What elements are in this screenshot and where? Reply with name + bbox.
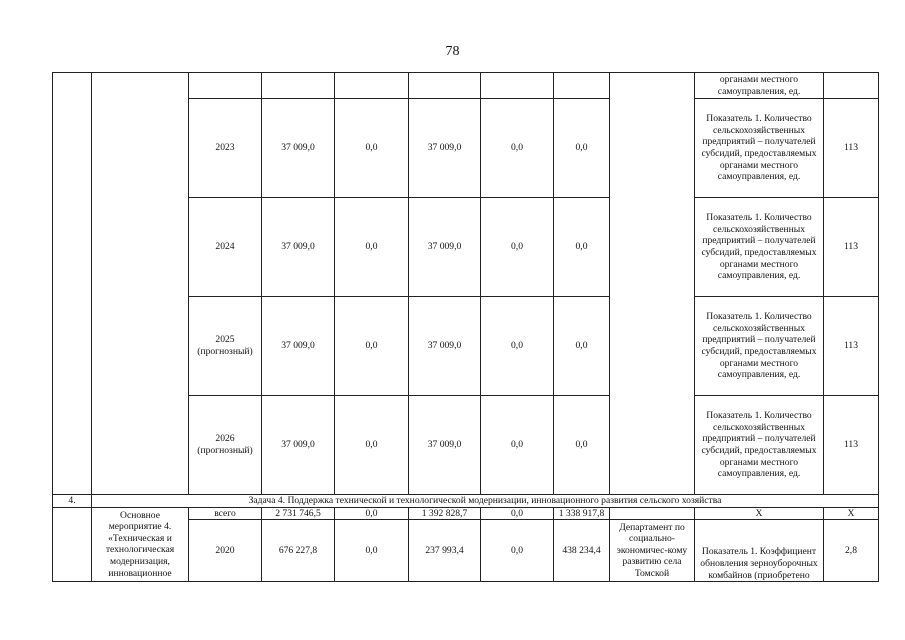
regional-cell: 37 009,0 <box>409 198 481 297</box>
federal-cell: 0,0 <box>335 396 409 495</box>
task-title-cell: Задача 4. Поддержка технической и технологической модернизации, инновационного развития сельского хозяйства <box>92 495 879 508</box>
other-cell: 0,0 <box>554 99 610 198</box>
regional-cell: 37 009,0 <box>409 99 481 198</box>
regional-cell: 37 009,0 <box>409 396 481 495</box>
federal-cell: 0,0 <box>335 297 409 396</box>
page-number: 78 <box>445 44 460 59</box>
measure-name-cell: Основное мероприятие 4. «Техническая и технологическая модернизация, инновационное <box>92 507 189 582</box>
regional-cell: 37 009,0 <box>409 297 481 396</box>
department-cell <box>610 73 695 495</box>
total-cell: 37 009,0 <box>262 297 335 396</box>
measure-name-cell <box>92 73 189 495</box>
total-cell: 2 731 746,5 <box>262 507 335 520</box>
year-cell: 2024 <box>189 198 262 297</box>
indicator-value-cell: 2,8 <box>824 520 879 582</box>
indicator-cell: Показатель 1. Коэффициент обновления зерноуборочных комбайнов (приобретено <box>695 520 824 582</box>
federal-cell: 0,0 <box>335 198 409 297</box>
row-number-cell <box>53 73 92 495</box>
task-row <box>53 495 879 508</box>
total-cell: 37 009,0 <box>262 198 335 297</box>
indicator-cell: Показатель 1. Количество сельскохозяйственных предприятий – получателей субсидий, предоставляемых органами местного самоуправления, ед. <box>695 396 824 495</box>
local-cell: 0,0 <box>481 507 554 520</box>
local-cell: 0,0 <box>481 520 554 582</box>
other-cell: 438 234,4 <box>554 520 610 582</box>
federal-cell: 0,0 <box>335 99 409 198</box>
local-cell: 0,0 <box>481 99 554 198</box>
indicator-continuation: органами местного самоуправления, ед. <box>695 73 824 99</box>
local-cell: 0,0 <box>481 396 554 495</box>
year-cell: 2020 <box>189 520 262 582</box>
other-cell: 1 338 917,8 <box>554 507 610 520</box>
indicator-value-cell: 113 <box>824 99 879 198</box>
local-cell: 0,0 <box>481 198 554 297</box>
department-cell <box>610 507 695 520</box>
indicator-value-cell: 113 <box>824 297 879 396</box>
federal-cell: 0,0 <box>335 507 409 520</box>
total-cell: 676 227,8 <box>262 520 335 582</box>
indicator-cell: Показатель 1. Количество сельскохозяйственных предприятий – получателей субсидий, предоставляемых органами местного самоуправления, ед. <box>695 99 824 198</box>
regional-cell: 1 392 828,7 <box>409 507 481 520</box>
continuation-row <box>53 73 879 99</box>
measure-total-row <box>53 507 879 520</box>
other-cell: 0,0 <box>554 297 610 396</box>
federal-cell: 0,0 <box>335 520 409 582</box>
indicator-cell: Показатель 1. Количество сельскохозяйственных предприятий – получателей субсидий, предоставляемых органами местного самоуправления, ед. <box>695 297 824 396</box>
year-cell: всего <box>189 507 262 520</box>
total-cell: 37 009,0 <box>262 99 335 198</box>
regional-cell: 237 993,4 <box>409 520 481 582</box>
year-cell: 2025 (прогнозный) <box>189 297 262 396</box>
indicator-value-cell: 113 <box>824 198 879 297</box>
local-cell: 0,0 <box>481 297 554 396</box>
indicator-value-cell: Х <box>824 507 879 520</box>
program-table <box>52 72 879 582</box>
year-cell: 2023 <box>189 99 262 198</box>
indicator-value-cell: 113 <box>824 396 879 495</box>
total-cell: 37 009,0 <box>262 396 335 495</box>
indicator-cell: Х <box>695 507 824 520</box>
department-cell: Департамент по социально-экономичес-кому развитию села Томской <box>610 520 695 582</box>
indicator-cell: Показатель 1. Количество сельскохозяйственных предприятий – получателей субсидий, предоставляемых органами местного самоуправления, ед. <box>695 198 824 297</box>
other-cell: 0,0 <box>554 198 610 297</box>
other-cell: 0,0 <box>554 396 610 495</box>
task-number-cell: 4. <box>53 495 92 508</box>
year-cell: 2026 (прогнозный) <box>189 396 262 495</box>
